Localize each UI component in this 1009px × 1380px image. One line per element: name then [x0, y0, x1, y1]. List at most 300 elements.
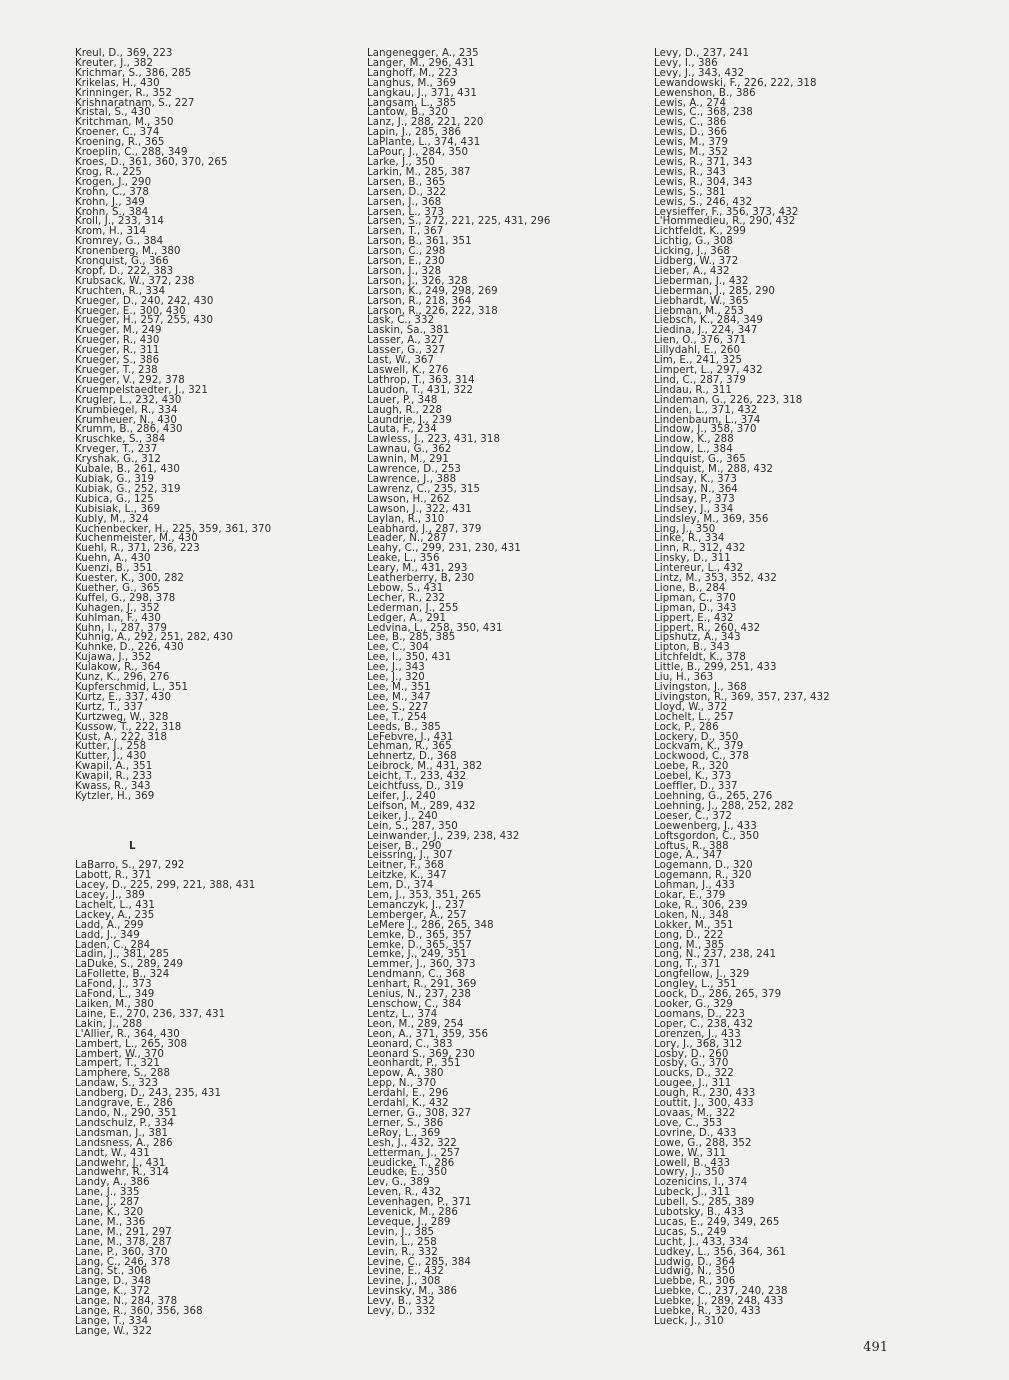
- index-entry: Lozenicins, I., 374: [654, 1177, 748, 1189]
- index-entry: Leibrock, M., 431, 382: [367, 761, 483, 773]
- index-entry: Leabhard, J., 287, 379: [367, 523, 482, 535]
- index-entry: Levin, J., 385: [367, 1226, 435, 1238]
- index-entry: Kroening, R., 365: [75, 137, 165, 149]
- index-entry: Losby, D., 260: [654, 1048, 729, 1060]
- index-entry: LeRoy, L., 369: [367, 1127, 441, 1139]
- index-entry: Logemann, R., 320: [654, 870, 752, 882]
- index-entry: Lindow, L., 384: [654, 444, 733, 456]
- index-entry: Langsam, L., 385: [367, 97, 457, 109]
- index-entry: Lambert, L., 265, 308: [75, 1038, 188, 1050]
- index-entry: Lawson, J., 322, 431: [367, 503, 472, 515]
- index-entry: Levy, I., 386: [654, 57, 718, 69]
- index-entry: Krohn, S., 384: [75, 206, 149, 218]
- index-entry: Krueger, T., 238: [75, 365, 158, 376]
- index-entry: Lewis, S., 246, 432: [654, 196, 753, 208]
- index-entry: Kubly, M., 324: [75, 513, 149, 525]
- index-entry: Langhoff, M., 223: [367, 67, 458, 79]
- index-entry: Laden, C., 284: [75, 939, 151, 951]
- index-entry: Laskin, Sa., 381: [367, 325, 450, 337]
- index-entry: Krohn, C., 378: [75, 186, 149, 198]
- index-entry: Luebke, J., 289, 248, 433: [654, 1296, 784, 1308]
- index-entry: Leahy, C., 299, 231, 230, 431: [367, 543, 521, 555]
- index-entry: Lange, R., 360, 356, 368: [75, 1306, 203, 1318]
- index-entry: Lesh, J., 432, 322: [367, 1137, 457, 1149]
- index-entry: Kuhlman, F., 430: [75, 612, 161, 624]
- index-entry: Lecher, R., 232: [367, 592, 446, 604]
- index-entry: Leissring, J., 307: [367, 850, 453, 862]
- index-entry: Lichtfeldt, K., 299: [654, 226, 746, 238]
- index-entry: Lee, B., 285, 385: [367, 632, 456, 644]
- index-entry: Lockery, D., 350: [654, 731, 739, 743]
- index-entry: Lee, T., 254: [367, 711, 427, 723]
- index-entry: Krubsack, W., 372, 238: [75, 275, 195, 287]
- index-entry: Krumbiegel, R., 334: [75, 404, 178, 416]
- index-entry: Ladd, J., 349: [75, 929, 140, 941]
- index-entry: Kupferschmid, L., 351: [75, 682, 189, 693]
- spacer: [75, 822, 271, 832]
- index-entry: Lipman, C., 370: [654, 592, 736, 604]
- section-letter-heading: L: [129, 840, 136, 852]
- index-entry: Kropf, D., 222, 383: [75, 265, 174, 277]
- index-entry: Lemke, D., 365, 357: [367, 939, 472, 951]
- index-entry: Leicht, T., 233, 432: [367, 771, 467, 783]
- index-entry: Lindsay, P., 373: [654, 493, 735, 505]
- index-entry: Lamphere, S., 288: [75, 1068, 171, 1080]
- index-entry: Krveger, T., 237: [75, 444, 158, 456]
- index-entry: Liu, H., 363: [654, 672, 714, 684]
- index-entry: Lawnau, G., 362: [367, 444, 452, 456]
- index-entry: Lederman, J., 255: [367, 602, 459, 614]
- index-entry: Krueger, E., 300, 430: [75, 305, 186, 317]
- index-entry: Lippert, E., 432: [654, 612, 734, 624]
- index-entry: Kroeplin, C., 288, 349: [75, 147, 188, 159]
- index-entry: Long, M., 385: [654, 939, 725, 951]
- index-entry: Lane, M., 378, 287: [75, 1236, 172, 1248]
- index-entry: Kubica, G., 125: [75, 493, 154, 505]
- index-entry: Laiken, M., 380: [75, 999, 154, 1010]
- index-entry: Kreul, D., 369, 223: [75, 48, 173, 59]
- index-entry: LaPlante, L., 374, 431: [367, 137, 481, 149]
- index-entry: Levinsky, M., 386: [367, 1286, 458, 1298]
- index-entry: Lindsay, N., 364: [654, 483, 738, 495]
- index-entry: Lentz, L., 374: [367, 1008, 438, 1020]
- index-entry: Lane, J., 287: [75, 1197, 140, 1209]
- index-entry: Lepp, N., 370: [367, 1078, 437, 1090]
- index-entry: Kujawa, J., 352: [75, 652, 152, 664]
- index-entry: Lindow, J., 358, 370: [654, 424, 757, 436]
- index-entry: Lubell, S., 285, 389: [654, 1197, 755, 1209]
- index-entry: Lowe, W., 311: [654, 1147, 727, 1159]
- index-entry: Kwass, R., 343: [75, 781, 151, 793]
- index-entry: Lapin, J., 285, 386: [367, 127, 462, 139]
- index-entry: Kreuter, J., 382: [75, 57, 154, 69]
- index-entry: Linke, R., 334: [654, 533, 725, 545]
- index-entry: Leifer, J., 240: [367, 790, 436, 802]
- index-entry: Ludwig, D., 364: [654, 1256, 736, 1268]
- index-entry: Leitzke, K., 347: [367, 870, 447, 882]
- index-entry: Lewis, R., 371, 343: [654, 156, 753, 168]
- index-entry: Leeds, B., 385: [367, 721, 441, 733]
- index-entry: Kutter, J., 258: [75, 741, 147, 753]
- index-entry: Lohman, J., 433: [654, 880, 735, 892]
- index-entry: Levine, E., 432: [367, 1266, 444, 1278]
- index-entry: Lewenshon, B., 386: [654, 87, 756, 99]
- index-entry: Kust, A., 222, 318: [75, 731, 168, 743]
- index-entry: Leitner, F., 368: [367, 860, 444, 872]
- index-entry: Levy, B., 332: [367, 1296, 435, 1308]
- index-entry: Kuehn, A., 430: [75, 553, 151, 565]
- index-entry: Lantow, B., 320: [367, 107, 449, 119]
- index-entry: Lane, J., 335: [75, 1187, 140, 1199]
- index-entry: Loeser, C., 372: [654, 810, 733, 822]
- index-entry: Lough, R., 230, 433: [654, 1088, 756, 1100]
- index-entry: Lockwood, C., 378: [654, 751, 749, 763]
- index-entry: Kromrey, G., 384: [75, 236, 164, 248]
- index-entry: Lieber, A., 432: [654, 265, 730, 277]
- index-entry: LaFond, L., 349: [75, 989, 155, 1001]
- index-entry: Larsen, T., 367: [367, 226, 444, 238]
- index-entry: Lando, N., 290, 351: [75, 1107, 178, 1119]
- index-entry: Krueger, S., 386: [75, 355, 160, 367]
- index-entry: Kurtz, E., 337, 430: [75, 691, 172, 703]
- index-entry: Lewis, C., 386: [654, 117, 727, 129]
- index-entry: Kuchenbecker, H., 225, 359, 361, 370: [75, 523, 272, 535]
- index-entry: Lewis, C., 368, 238: [654, 107, 753, 119]
- index-entry: Love, C., 353: [654, 1117, 723, 1129]
- index-entry: Larke, J., 350: [367, 156, 435, 168]
- index-entry: Longley, L., 351: [654, 979, 737, 991]
- index-entry: Lillydahl, E., 260: [654, 345, 741, 357]
- index-column-3: [654, 49, 830, 1327]
- index-entry: Kubiak, G., 252, 319: [75, 483, 181, 495]
- index-entry: Larsen, J., 368: [367, 196, 442, 208]
- index-entry: Lackey, A., 235: [75, 909, 155, 921]
- index-entry: Lepow, A., 380: [367, 1068, 444, 1080]
- index-entry: Lacey, J., 389: [75, 890, 145, 902]
- index-entry: Linn, R., 312, 432: [654, 543, 746, 555]
- index-column-1: [75, 49, 271, 1337]
- index-entry: Lerdahl, E., 296: [367, 1088, 449, 1100]
- index-entry: Kurtz, T., 337: [75, 701, 144, 713]
- index-entry: Lang, St., 306: [75, 1266, 148, 1278]
- index-entry: Laine, E., 270, 236, 337, 431: [75, 1008, 226, 1020]
- index-entry: LeFebvre, J., 431: [367, 731, 454, 743]
- index-entry: Larkin, M., 285, 387: [367, 166, 471, 178]
- index-entry: LaDuke, S., 289, 249: [75, 959, 184, 971]
- index-entry: Lenhart, R., 291, 369: [367, 979, 477, 991]
- index-entry: Landgrave, E., 286: [75, 1098, 173, 1110]
- index-entry: Lee, M., 351: [367, 682, 431, 693]
- index-entry: Larson, E., 230: [367, 256, 445, 268]
- index-entry: Lemberger, A., 257: [367, 909, 467, 921]
- index-entry: Licking, J., 368: [654, 246, 731, 258]
- index-entry: Krog, R., 225: [75, 166, 142, 178]
- index-entry: Laudon, T., 431, 322: [367, 384, 474, 396]
- index-entry: Lange, D., 348: [75, 1276, 151, 1288]
- index-entry: Lind, C., 287, 379: [654, 374, 746, 386]
- index-entry: Lawson, H., 262: [367, 493, 450, 505]
- index-entry: L'Hommedieu, R., 290, 432: [654, 216, 796, 228]
- index-entry: Levenick, M., 286: [367, 1207, 458, 1219]
- index-entry: Kuehl, R., 371, 236, 223: [75, 543, 200, 555]
- index-entry: Lovaas, M., 322: [654, 1107, 736, 1119]
- index-entry: Levin, R., 332: [367, 1246, 438, 1258]
- index-entry: Lerdahl, K., 432: [367, 1098, 449, 1110]
- index-entry: Lewis, D., 366: [654, 127, 728, 139]
- index-entry: Lenschow, C., 384: [367, 999, 462, 1010]
- index-entry: Loke, R., 306, 239: [654, 899, 748, 911]
- index-entry: Levin, L., 258: [367, 1236, 437, 1248]
- index-entry: Lougee, J., 311: [654, 1078, 732, 1090]
- index-entry: Lochelt, L., 257: [654, 711, 734, 723]
- index-entry: Kuester, K., 300, 282: [75, 573, 184, 585]
- index-entry: Larson, R., 226, 222, 318: [367, 305, 498, 317]
- index-entry: Larsen, S., 272, 221, 225, 431, 296: [367, 216, 551, 228]
- index-entry: L'Allier, R., 364, 430: [75, 1028, 180, 1040]
- index-entry: Levy, D., 237, 241: [654, 48, 750, 59]
- index-entry: Limpert, L., 297, 432: [654, 365, 763, 376]
- index-entry: Ludwig, N., 350: [654, 1266, 735, 1278]
- index-entry: Lawrenz, C., 235, 315: [367, 483, 481, 495]
- index-entry: Lubotsky, B., 433: [654, 1207, 744, 1219]
- index-entry: Loehning, J., 288, 252, 282: [654, 800, 794, 812]
- index-entry: Lebow, S., 431: [367, 582, 444, 594]
- index-entry: Levenhagen, P., 371: [367, 1197, 472, 1209]
- index-entry: Lowe, G., 288, 352: [654, 1137, 752, 1149]
- index-entry: Leary, M., 431, 293: [367, 563, 468, 575]
- index-entry: Leudicke, T., 286: [367, 1157, 455, 1169]
- index-entry: LeMere J., 286, 265, 348: [367, 919, 494, 931]
- index-entry: Kwapil, R., 233: [75, 771, 153, 783]
- index-entry: Landsman, J., 381: [75, 1127, 169, 1139]
- index-entry: Krishnaratnam, S., 227: [75, 97, 195, 109]
- index-entry: Lim, E., 241, 325: [654, 355, 743, 367]
- index-entry: Larsen, L., 373: [367, 206, 444, 218]
- index-entry: Lione, B., 284: [654, 582, 726, 594]
- index-entry: Lakin, J., 288: [75, 1018, 143, 1030]
- index-entry: Long, T., 371: [654, 959, 721, 971]
- index-entry: Loftus, R., 388: [654, 840, 729, 852]
- index-entry: Lueck, J., 310: [654, 1316, 724, 1327]
- index-entry: Landaw, S., 323: [75, 1078, 159, 1090]
- index-entry: Louttit, J., 300, 433: [654, 1098, 754, 1110]
- index-entry: Leader, N., 287: [367, 533, 447, 545]
- index-entry: Lee, I., 350, 431: [367, 652, 452, 664]
- index-entry: Kuchenmeister, M., 430: [75, 533, 198, 545]
- index-entry: Kutter, J., 430: [75, 751, 147, 763]
- index-entry: Lathrop, T., 363, 314: [367, 374, 475, 386]
- index-entry: Lemanczyk, J., 237: [367, 899, 465, 911]
- index-entry: Losby, G., 370: [654, 1058, 729, 1070]
- index-entry: Kubisiak, L., 369: [75, 503, 161, 515]
- index-entry: Loewenberg, J., 433: [654, 820, 757, 832]
- index-entry: Lindquist, M., 288, 432: [654, 464, 774, 476]
- index-entry: Krumm, B., 286, 430: [75, 424, 183, 436]
- index-entry: Leichtfuss, D., 319: [367, 781, 464, 793]
- index-entry: Luebke, C., 237, 240, 238: [654, 1286, 788, 1298]
- index-entry: Leonard, C., 383: [367, 1038, 453, 1050]
- index-entry: Lindsay, K., 373: [654, 473, 737, 485]
- index-entry: Ledger, A., 291: [367, 612, 447, 624]
- index-entry: Lewis, S., 381: [654, 186, 726, 198]
- index-entry: Laugh, R., 228: [367, 404, 443, 416]
- index-entry: Lawrence, J., 388: [367, 473, 457, 485]
- index-entry: Luebbe, R., 306: [654, 1276, 736, 1288]
- index-entry: Lane, K., 320: [75, 1207, 144, 1219]
- index-entry: Lowell, B., 433: [654, 1157, 731, 1169]
- index-entry: Liebhardt, W., 365: [654, 295, 749, 307]
- index-entry: Leatherberry, B, 230: [367, 573, 475, 585]
- index-entry: Kuhagen, J., 352: [75, 602, 160, 614]
- index-entry: Loeffler, D., 337: [654, 781, 738, 793]
- index-entry: Lange, N., 284, 378: [75, 1296, 178, 1308]
- index-entry: Lehman, R., 365: [367, 741, 452, 753]
- index-entry: LaBarro, S., 297, 292: [75, 860, 185, 872]
- index-entry: Lasser, G., 327: [367, 345, 446, 357]
- index-entry: Lawrence, D., 253: [367, 464, 461, 476]
- index-entry: Leiser, B., 290: [367, 840, 442, 852]
- index-entry: Larson, R., 218, 364: [367, 295, 472, 307]
- index-entry: Lawnin, M., 291: [367, 454, 449, 466]
- index-entry: Leifson, M., 289, 432: [367, 800, 476, 812]
- index-entry: LaPour, J., 284, 350: [367, 147, 469, 159]
- index-entry: Landwehr, R., 314: [75, 1167, 170, 1179]
- index-entry: Lee, J., 320: [367, 672, 425, 684]
- index-entry: Leven, R., 432: [367, 1187, 442, 1199]
- index-entry: Long, N., 237, 238, 241: [654, 949, 777, 961]
- spacer: [75, 802, 271, 812]
- index-entry: Krueger, D., 240, 242, 430: [75, 295, 214, 307]
- index-entry: Kubiak, G., 319: [75, 473, 155, 485]
- index-entry: Lindsley, M., 369, 356: [654, 513, 769, 525]
- index-entry: Kristal, S., 430: [75, 107, 151, 119]
- index-entry: Lieberman, J., 432: [654, 275, 749, 287]
- index-entry: Kubale, B., 261, 430: [75, 464, 180, 476]
- index-entry: Langenegger, A., 235: [367, 48, 479, 59]
- index-entry: Kuether, G., 365: [75, 582, 160, 594]
- index-entry: Lerner, G., 308, 327: [367, 1107, 472, 1119]
- index-column-2: [367, 49, 550, 1317]
- index-entry: Kryshak, G., 312: [75, 454, 161, 466]
- index-entry: Leake, L., 356: [367, 553, 440, 565]
- index-entry: Kronenberg, M., 380: [75, 246, 181, 258]
- index-entry: Lewis, R., 304, 343: [654, 176, 753, 188]
- index-entry: Lewis, M., 379: [654, 137, 729, 149]
- index-entry: Levy, D., 332: [367, 1306, 436, 1318]
- index-entry: Loucks, D., 322: [654, 1068, 734, 1080]
- index-entry: Leinwander, J., 239, 238, 432: [367, 830, 520, 842]
- index-entry: Lockvam, K., 379: [654, 741, 744, 753]
- index-entry: Ludkey, L., 356, 364, 361: [654, 1246, 786, 1258]
- index-entry: Kunz, K., 296, 276: [75, 672, 170, 684]
- index-entry: Laundrie, J., 239: [367, 414, 452, 426]
- index-entry: Lampert, T., 321: [75, 1058, 161, 1070]
- index-entry: Lask, C., 332: [367, 315, 435, 327]
- index-entry: Liebman, M., 253: [654, 305, 744, 317]
- index-entry: Labott, R., 371: [75, 870, 152, 882]
- index-entry: Kuhnke, D., 226, 430: [75, 642, 184, 654]
- index-entry: Krugler, L., 232, 430: [75, 394, 182, 406]
- index-entry: Larsen, D., 322: [367, 186, 447, 198]
- index-entry: Loebe, R., 320: [654, 761, 729, 773]
- index-entry: Lane, M., 291, 297: [75, 1226, 172, 1238]
- index-entry: Landsness, A., 286: [75, 1137, 173, 1149]
- index-entry: Landschulz, P., 334: [75, 1117, 174, 1129]
- index-entry: Loken, N., 348: [654, 909, 729, 921]
- index-entry: Loftsgordon, C., 350: [654, 830, 760, 842]
- index-entry: Lewandowski, F., 226, 222, 318: [654, 77, 817, 89]
- index-entry: Little, B., 299, 251, 433: [654, 662, 777, 674]
- index-entry: Lanz, J., 288, 221, 220: [367, 117, 484, 129]
- index-entry: Lindau, R., 311: [654, 384, 732, 396]
- index-entry: Lucas, S., 249: [654, 1226, 727, 1238]
- index-entry: Loomans, D., 223: [654, 1008, 745, 1020]
- index-entry: Levine, J., 308: [367, 1276, 441, 1288]
- index-entry: Luebke, R., 320, 433: [654, 1306, 761, 1318]
- index-entry: Krikelas, H., 430: [75, 77, 160, 89]
- index-entry: Lorenzen, J., 433: [654, 1028, 741, 1040]
- index-entry: Lovrine, D., 433: [654, 1127, 737, 1139]
- index-entry: Last, W., 367: [367, 355, 435, 367]
- index-entry: Leonard S., 369, 230: [367, 1048, 475, 1060]
- index-entry: Lasser, A., 327: [367, 335, 444, 347]
- index-entry: Kronquist, G., 366: [75, 256, 169, 268]
- index-entry: Lokar, E., 379: [654, 890, 726, 902]
- index-entry: Lemke, J., 249, 351: [367, 949, 467, 961]
- index-entry: Lauta, F., 234: [367, 424, 437, 436]
- index-entry: Lem, J., 353, 351, 265: [367, 890, 482, 902]
- index-entry: Longfellow, J., 329: [654, 969, 750, 981]
- spacer: [75, 812, 271, 822]
- index-entry: Ladd, A., 299: [75, 919, 144, 931]
- index-entry: Lipman, D., 343: [654, 602, 737, 614]
- spacer: [75, 832, 271, 842]
- index-entry: Linden, L., 371, 432: [654, 404, 758, 416]
- index-entry: Lee, S., 227: [367, 701, 429, 713]
- index-entry: Lee, J., 343: [367, 662, 425, 674]
- index-entry: Krichmar, S., 386, 285: [75, 67, 192, 79]
- index-entry: Kurtzweg, W., 328: [75, 711, 169, 723]
- index-entry: Lieberman, J., 285, 290: [654, 285, 776, 297]
- index-entry: Lewis, A., 274: [654, 97, 727, 109]
- index-entry: Lauer, P., 348: [367, 394, 438, 406]
- index-entry: Krumheuer, N., 430: [75, 414, 177, 426]
- index-entry: Lendmann, C., 368: [367, 969, 466, 981]
- index-entry: Lippert, R., 260, 432: [654, 622, 761, 634]
- index-entry: Ledvina, L., 258, 350, 431: [367, 622, 503, 634]
- index-entry: Landy, A., 386: [75, 1177, 150, 1189]
- index-entry: Linsky, D., 311: [654, 553, 731, 565]
- index-entry: Lenius, N., 237, 238: [367, 989, 471, 1001]
- index-entry: Krueger, R., 430: [75, 335, 160, 347]
- index-entry: Lokker, M., 351: [654, 919, 734, 931]
- index-entry: Kussow, T., 222, 318: [75, 721, 182, 733]
- index-entry: Kroll, J., 233, 314: [75, 216, 165, 228]
- index-entry: Lindow, K., 288: [654, 434, 734, 446]
- index-entry: Litchfeldt, K., 378: [654, 652, 746, 664]
- index-entry: Levy, J., 343, 432: [654, 67, 745, 79]
- index-entry: Levine, C., 285, 384: [367, 1256, 472, 1268]
- index-entry: Kuhnig, A., 292, 251, 282, 430: [75, 632, 234, 644]
- index-entry: Logemann, D., 320: [654, 860, 753, 872]
- index-entry: Kuenzi, B., 351: [75, 563, 153, 575]
- index-entry: Leon, M., 289, 254: [367, 1018, 464, 1030]
- index-entry: Lee, C., 304: [367, 642, 429, 654]
- index-entry: Lubeck, J., 311: [654, 1187, 731, 1199]
- index-entry: Leudke, E., 350: [367, 1167, 448, 1179]
- index-entry: Larsen, B., 365: [367, 176, 446, 188]
- index-entry: Lipton, B., 343: [654, 642, 730, 654]
